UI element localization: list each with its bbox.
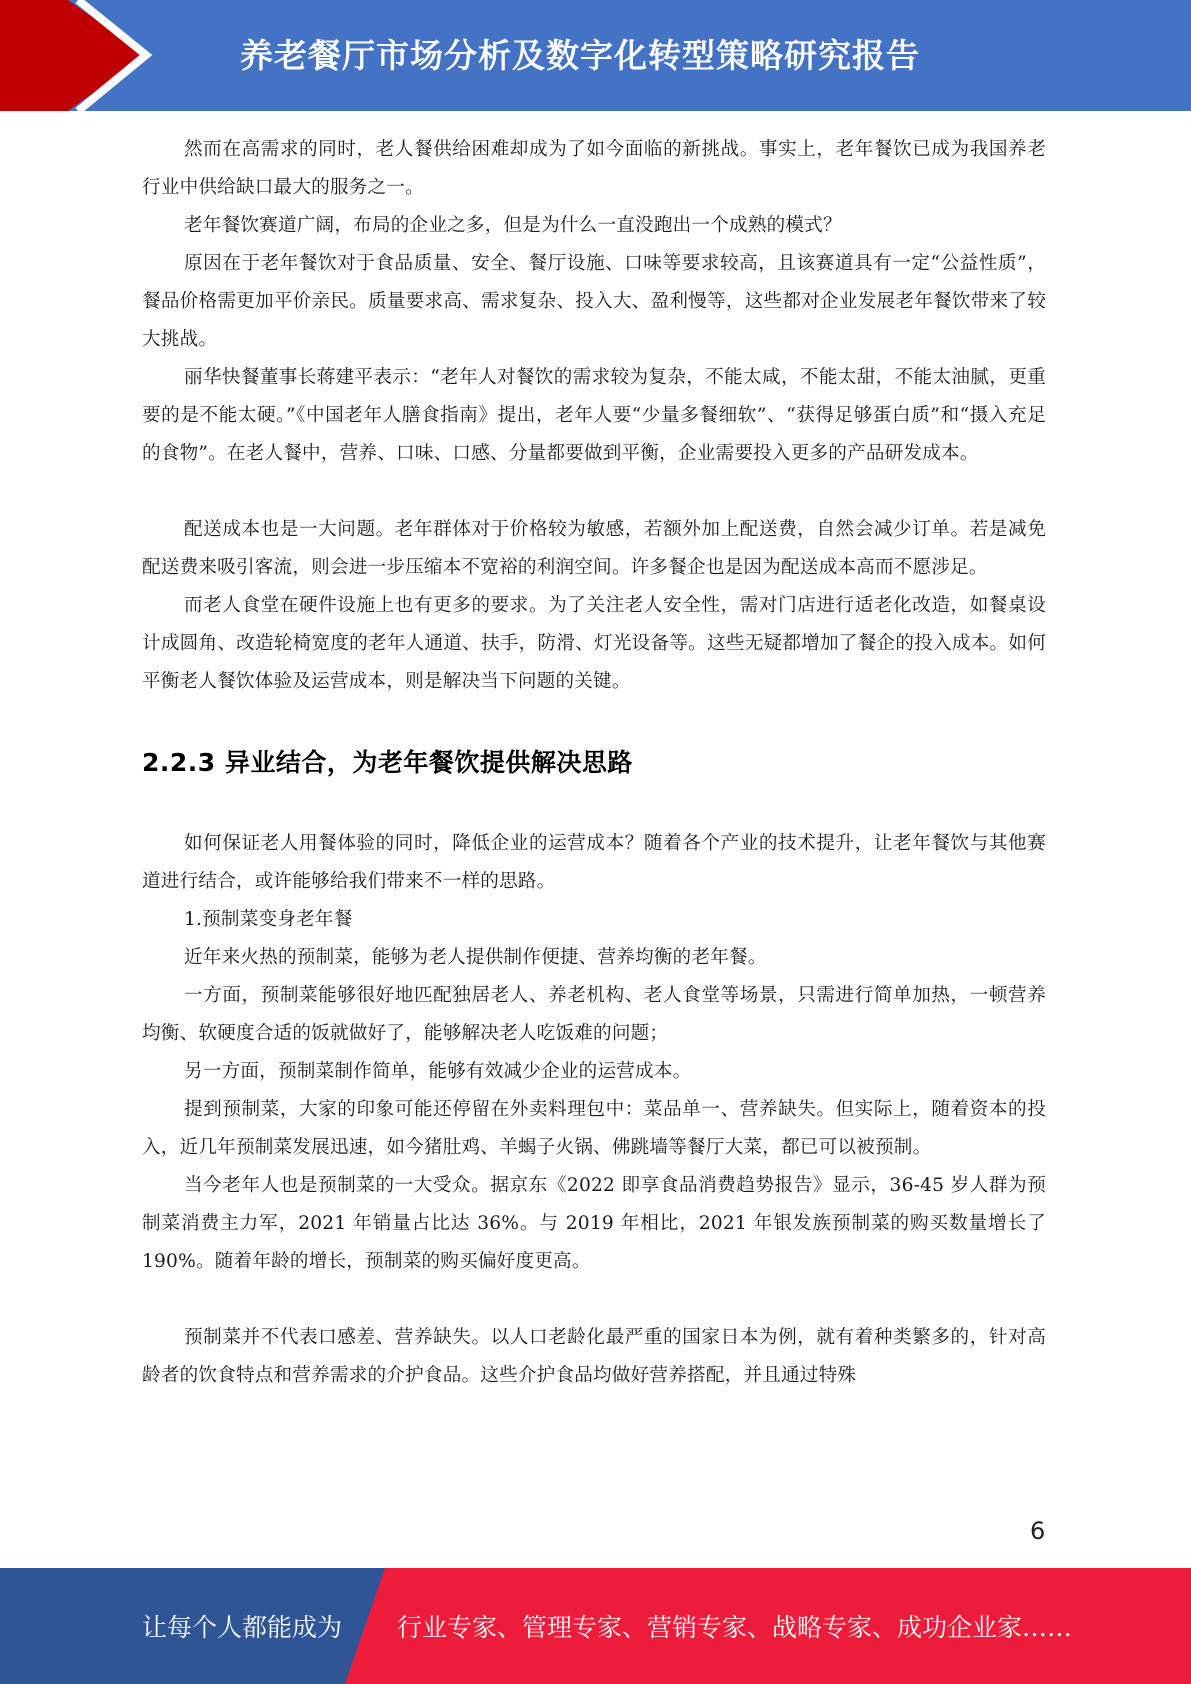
numbered-subheading: 1.预制菜变身老年餐	[184, 909, 353, 930]
page-header	[0, 0, 1191, 111]
body-paragraph: 当今老年人也是预制菜的一大受众。据京东《2022 即享食品消费趋势报告》显示，36-45 岁人群为预制菜消费主力军，2021 年销量占比达 36%。与 2019 年相比，2021 年银发族预制菜的购买数量增长了 190%。随着年龄的增长，预制菜的购买偏好度更高。	[142, 1175, 1046, 1272]
body-paragraph: 然而在高需求的同时，老人餐供给困难却成为了如今面临的新挑战。事实上，老年餐饮已成为我国养老行业中供给缺口最大的服务之一。	[142, 139, 1046, 198]
document-body	[142, 131, 1046, 1395]
body-paragraph: 配送成本也是一大问题。老年群体对于价格较为敏感，若额外加上配送费，自然会减少订单。若是减免配送费来吸引客流，则会进一步压缩本不宽裕的利润空间。许多餐企也是因为配送成本高而不愿涉足。	[142, 519, 1046, 578]
body-paragraph: 一方面，预制菜能够很好地匹配独居老人、养老机构、老人食堂等场景，只需进行简单加热，一顿营养均衡、软硬度合适的饭就做好了，能够解决老人吃饭难的问题；	[142, 985, 1046, 1044]
section-heading: 2.2.3 异业结合，为老年餐饮提供解决思路	[142, 748, 633, 777]
page-number: 6	[1030, 1517, 1046, 1545]
chevron-logo-icon	[0, 0, 160, 111]
body-paragraph: 老年餐饮赛道广阔，布局的企业之多，但是为什么一直没跑出一个成熟的模式？	[184, 215, 842, 236]
body-paragraph: 丽华快餐董事长蒋建平表示：“老年人对餐饮的需求较为复杂，不能太咸，不能太甜，不能太油腻，更重要的是不能太硬。”《中国老年人膳食指南》提出，老年人要“少量多餐细软”、“获得足够蛋白质”和“摄入充足的食物”。在老人餐中，营养、口味、口感、分量都要做到平衡，企业需要投入更多的产品研发成本。	[142, 367, 1046, 464]
footer-slogan-left: 让每个人都能成为	[142, 1613, 343, 1642]
body-paragraph: 而老人食堂在硬件设施上也有更多的要求。为了关注老人安全性，需对门店进行适老化改造，如餐桌设计成圆角、改造轮椅宽度的老年人通道、扶手，防滑、灯光设备等。这些无疑都增加了餐企的投入成本。如何平衡老人餐饮体验及运营成本，则是解决当下问题的关键。	[142, 595, 1046, 692]
body-paragraph: 提到预制菜，大家的印象可能还停留在外卖料理包中：菜品单一、营养缺失。但实际上，随着资本的投入，近几年预制菜发展迅速，如今猪肚鸡、羊蝎子火锅、佛跳墙等餐厅大菜，都已可以被预制。	[142, 1099, 1046, 1158]
body-paragraph: 预制菜并不代表口感差、营养缺失。以人口老龄化最严重的国家日本为例，就有着种类繁多的，针对高龄者的饮食特点和营养需求的介护食品。这些介护食品均做好营养搭配，并且通过特殊	[142, 1327, 1046, 1386]
footer-slogan-right: 行业专家、管理专家、营销专家、战略专家、成功企业家……	[397, 1613, 1073, 1642]
report-title: 养老餐厅市场分析及数字化转型策略研究报告	[240, 36, 920, 75]
body-paragraph: 原因在于老年餐饮对于食品质量、安全、餐厅设施、口味等要求较高，且该赛道具有一定“公益性质”，餐品价格需更加平价亲民。质量要求高、需求复杂、投入大、盈利慢等，这些都对企业发展老年餐饮带来了较大挑战。	[142, 253, 1046, 350]
body-paragraph: 如何保证老人用餐体验的同时，降低企业的运营成本？随着各个产业的技术提升，让老年餐饮与其他赛道进行结合，或许能够给我们带来不一样的思路。	[142, 833, 1046, 892]
body-paragraph: 另一方面，预制菜制作简单，能够有效减少企业的运营成本。	[184, 1061, 692, 1082]
page-footer	[0, 1568, 1191, 1684]
body-paragraph: 近年来火热的预制菜，能够为老人提供制作便捷、营养均衡的老年餐。	[184, 947, 767, 968]
